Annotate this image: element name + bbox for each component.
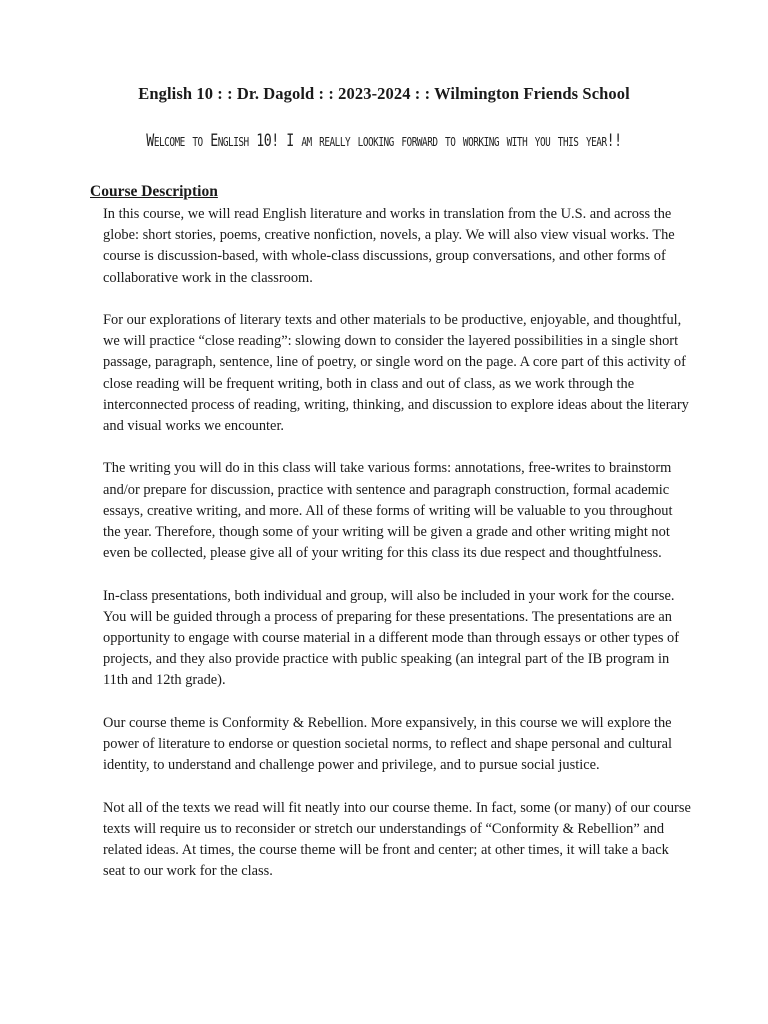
paragraph: In this course, we will read English literature and works in translation from the U.S. and across the globe: short stories, poems, creative nonfiction, novels, a play. We will also view visual works. The course is discussion-based, with whole-class discussions, group conversations, and other forms of collaborative work in the classroom. xyxy=(103,206,675,286)
paragraph: Our course theme is Conformity & Rebellion. More expansively, in this course we will explore the power of literature to endorse or question societal norms, to reflect and shape personal and cultural identity, to understand and challenge power and privilege, and to pursue social justice. xyxy=(103,714,673,774)
paragraph: For our explorations of literary texts and other materials to be productive, enjoyable, and thoughtful, we will practice “close reading”: slowing down to consider the layered possibilities in a single short passage, paragraph, sentence, line of poetry, or single word on the page. A core part of this activity of close reading will be frequent writing, both in class and out of class, as we work through the interconnected process of reading, writing, thinking, and discussion to explore ideas about the literary and visual works we encounter. xyxy=(103,312,689,435)
section-heading-course-description: Course Description xyxy=(90,183,218,200)
welcome-message: Welcome to English 10! I am really looking forward to working with you this year!! xyxy=(146,131,622,151)
course-description-body xyxy=(103,204,693,904)
paragraph: The writing you will do in this class will take various forms: annotations, free-writes to brainstorm and/or prepare for discussion, practice with sentence and paragraph construction, formal academic essays, creative writing, and more. All of these forms of writing will be valuable to you throughout the year. Therefore, though some of your writing will be given a grade and other writing might not even be collected, please give all of your writing for this class its due respect and thoughtfulness. xyxy=(103,460,673,562)
paragraph: Not all of the texts we read will fit neatly into our course theme. In fact, some (or many) of our course texts will require us to reconsider or stretch our understandings of “Conformity & Rebellion” and related ideas. At times, the course theme will be front and center; at other times, it will take a back seat to our work for the class. xyxy=(103,799,691,880)
paragraph: In-class presentations, both individual and group, will also be included in your work for the course. You will be guided through a process of preparing for these presentations. The presentations are an opportunity to engage with course material in a different mode than through essays or other types of projects, and they also provide practice with public speaking (an integral part of the IB program in 11th and 12th grade). xyxy=(103,587,680,689)
document-header: English 10 : : Dr. Dagold : : 2023-2024 : : Wilmington Friends School xyxy=(138,84,630,103)
